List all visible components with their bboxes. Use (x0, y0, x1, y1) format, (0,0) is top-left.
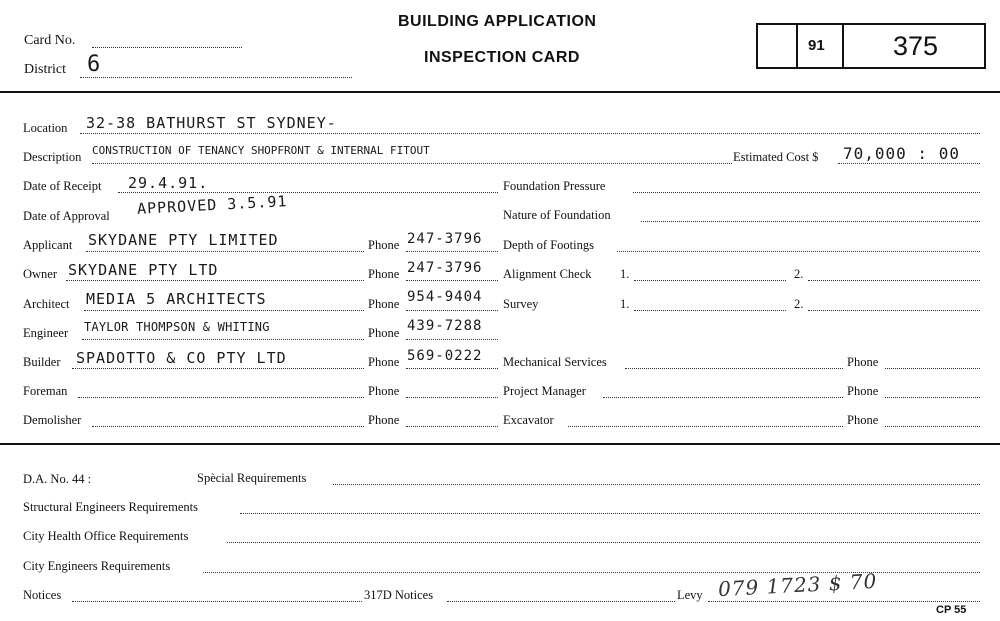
mechanical-phone-line (885, 368, 980, 369)
box-divider (796, 23, 798, 69)
architect-phone-line (406, 310, 498, 311)
description-value: CONSTRUCTION OF TENANCY SHOPFRONT & INTERNAL FITOUT (92, 144, 430, 157)
location-label: Location (23, 121, 68, 135)
description-line (92, 163, 732, 164)
builder-phone-line (406, 368, 498, 369)
mechanical-phone-label: Phone (847, 355, 879, 369)
project-manager-phone-line (885, 397, 980, 398)
health-line (227, 542, 980, 543)
notices-line (72, 601, 362, 602)
engineer-phone-label: Phone (368, 326, 400, 340)
depth-footings-label: Depth of Footings (503, 238, 594, 252)
notices-label: Notices (23, 588, 62, 602)
levy-label: Levy (677, 588, 703, 602)
engineer-label: Engineer (23, 326, 69, 340)
excavator-phone-label: Phone (847, 413, 879, 427)
architect-phone-label: Phone (368, 297, 400, 311)
structural-label: Structural Engineers Requirements (23, 500, 198, 514)
notices-317d-line (447, 601, 675, 602)
title-line2: INSPECTION CARD (424, 49, 580, 66)
survey-one: 1. (620, 297, 630, 311)
demolisher-label: Demolisher (23, 413, 82, 427)
project-manager-label: Project Manager (503, 384, 586, 398)
estimated-cost-label: Estimated Cost $ (733, 150, 819, 164)
district-label: District (24, 62, 66, 77)
owner-phone-line (406, 280, 498, 281)
architect-phone: 954-9404 (407, 289, 483, 305)
alignment-two-line (808, 280, 980, 281)
location-line (80, 133, 980, 134)
foundation-pressure-line (633, 192, 980, 193)
applicant-phone: 247-3796 (407, 231, 483, 247)
builder-value: SPADOTTO & CO PTY LTD (76, 349, 287, 367)
depth-footings-line (617, 251, 980, 252)
approval-value: APPROVED 3.5.91 (136, 192, 288, 218)
title-line1: BUILDING APPLICATION (398, 13, 597, 30)
foreman-label: Foreman (23, 384, 68, 398)
builder-phone-label: Phone (368, 355, 400, 369)
district-line (80, 77, 352, 78)
special-line (333, 484, 980, 485)
applicant-phone-label: Phone (368, 238, 400, 252)
excavator-phone-line (885, 426, 980, 427)
card-number: 375 (893, 31, 939, 61)
receipt-label: Date of Receipt (23, 179, 102, 193)
alignment-two: 2. (794, 267, 804, 281)
middle-rule (0, 443, 1000, 445)
architect-line (84, 310, 364, 311)
card-no-line (92, 47, 242, 48)
special-label: Spècial Requirements (197, 471, 307, 485)
foundation-pressure-label: Foundation Pressure (503, 179, 606, 193)
excavator-line (568, 426, 843, 427)
architect-label: Architect (23, 297, 70, 311)
survey-two-line (808, 310, 980, 311)
project-manager-phone-label: Phone (847, 384, 879, 398)
applicant-value: SKYDANE PTY LIMITED (88, 231, 279, 249)
engineer-phone-line (406, 339, 498, 340)
mechanical-line (625, 368, 843, 369)
excavator-label: Excavator (503, 413, 554, 427)
engineer-value: TAYLOR THOMPSON & WHITING (84, 320, 270, 334)
owner-label: Owner (23, 267, 58, 281)
structural-line (240, 513, 980, 514)
card-no-label: Card No. (24, 33, 76, 48)
district-value: 6 (87, 52, 102, 77)
survey-two: 2. (794, 297, 804, 311)
nature-foundation-label: Nature of Foundation (503, 208, 611, 222)
owner-phone: 247-3796 (407, 260, 483, 276)
builder-line (72, 368, 364, 369)
approval-label: Date of Approval (23, 209, 110, 223)
survey-one-line (634, 310, 786, 311)
engineer-line (82, 339, 364, 340)
form-code: CP 55 (936, 604, 967, 616)
foreman-line (78, 397, 364, 398)
top-rule (0, 91, 1000, 93)
alignment-one: 1. (620, 267, 630, 281)
receipt-line (118, 192, 498, 193)
applicant-line (86, 251, 364, 252)
estimated-cost-value: 70,000 : 00 (843, 144, 960, 163)
levy-line (708, 601, 980, 602)
health-label: City Health Office Requirements (23, 529, 189, 543)
mechanical-label: Mechanical Services (503, 355, 607, 369)
estimated-cost-line (838, 163, 980, 164)
description-label: Description (23, 150, 82, 164)
owner-phone-label: Phone (368, 267, 400, 281)
survey-label: Survey (503, 297, 539, 311)
box-divider (842, 23, 844, 69)
architect-value: MEDIA 5 ARCHITECTS (86, 290, 267, 308)
project-manager-line (603, 397, 843, 398)
alignment-one-line (634, 280, 786, 281)
levy-value: 079 1723 $ 70 (717, 568, 878, 602)
demolisher-phone-line (406, 426, 498, 427)
owner-value: SKYDANE PTY LTD (68, 261, 219, 279)
card-number-box (756, 23, 986, 69)
engineers-label: City Engineers Requirements (23, 559, 171, 573)
applicant-phone-line (406, 251, 498, 252)
foreman-phone-line (406, 397, 498, 398)
da-label: D.A. No. 44 : (23, 472, 92, 486)
alignment-check-label: Alignment Check (503, 267, 592, 281)
applicant-label: Applicant (23, 238, 73, 252)
location-value: 32-38 BATHURST ST SYDNEY- (86, 114, 337, 132)
demolisher-line (92, 426, 364, 427)
owner-line (66, 280, 364, 281)
demolisher-phone-label: Phone (368, 413, 400, 427)
notices-317d-label: 317D Notices (364, 588, 434, 602)
receipt-value: 29.4.91. (128, 174, 209, 192)
nature-foundation-line (641, 221, 980, 222)
builder-phone: 569-0222 (407, 348, 483, 364)
engineer-phone: 439-7288 (407, 318, 483, 334)
foreman-phone-label: Phone (368, 384, 400, 398)
card-year: 91 (808, 37, 825, 54)
builder-label: Builder (23, 355, 61, 369)
